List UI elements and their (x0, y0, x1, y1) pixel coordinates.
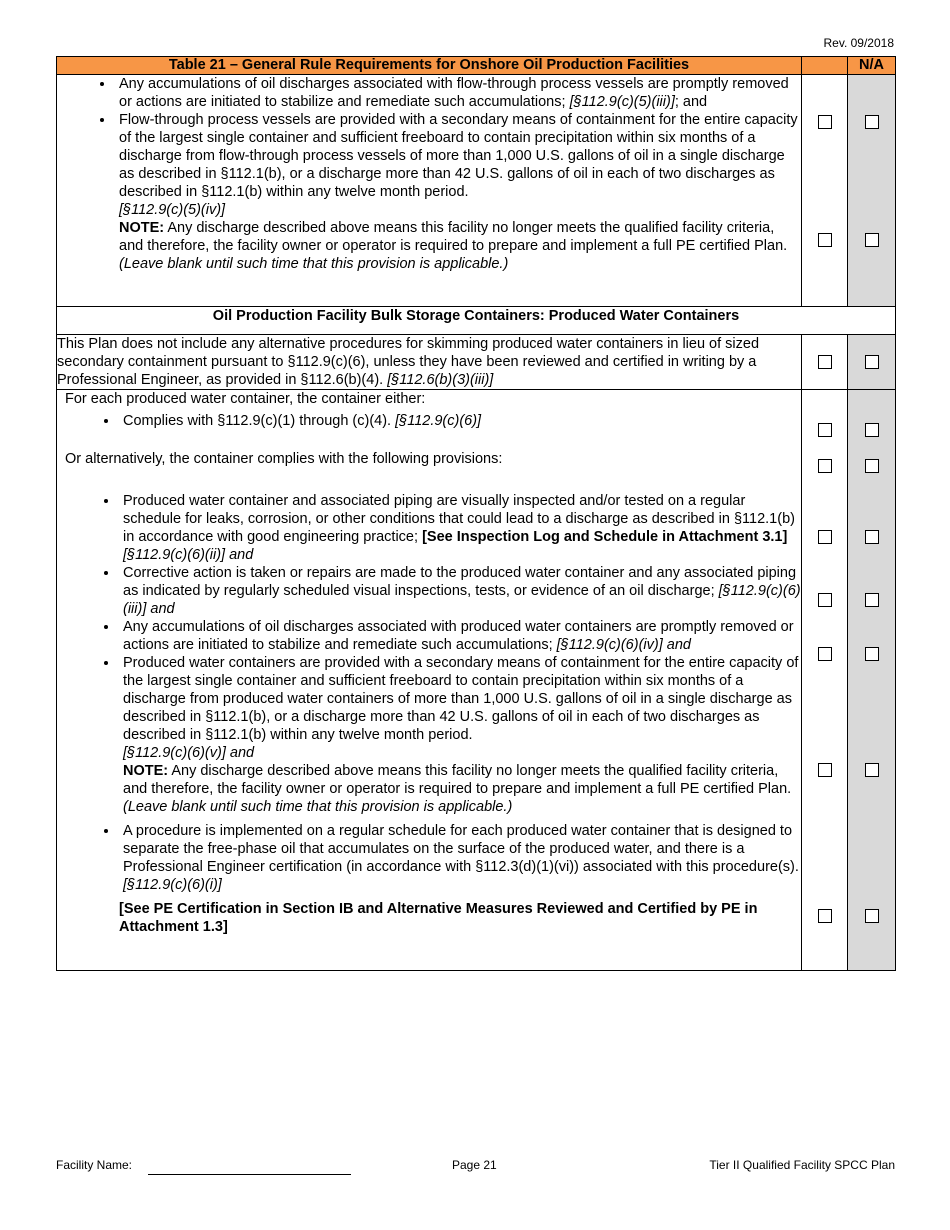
na-checkbox[interactable] (865, 763, 879, 777)
checkbox[interactable] (818, 423, 832, 437)
section-intro: This Plan does not include any alternative procedures for skimming produced water containers in lieu of sized secondary containment pursuant to §112.9(c)(6), unless they have been reviewed and certified in writing by a Professional Engineer, as provided in §112.6(b)(4). [§112.6(b)(3)(iii)] (57, 335, 802, 390)
checkbox[interactable] (818, 459, 832, 473)
table-title: Table 21 – General Rule Requirements for Onshore Oil Production Facilities (57, 57, 802, 75)
list-item: • Corrective action is taken or repairs are made to the produced water container and any associated piping as indicated by regularly scheduled visual inspections, tests, or evidence of an oil discharge; [§112.9(c)(6)(iii)] and (119, 564, 801, 618)
plan-title: Tier II Qualified Facility SPCC Plan (709, 1158, 895, 1172)
checkbox[interactable] (818, 909, 832, 923)
na-column-header: N/A (848, 57, 896, 75)
checkbox[interactable] (818, 233, 832, 247)
section-title: Oil Production Facility Bulk Storage Containers: Produced Water Containers (57, 307, 896, 335)
checkbox[interactable] (818, 593, 832, 607)
checkbox[interactable] (818, 763, 832, 777)
na-checkbox[interactable] (865, 647, 879, 661)
list-item: • Produced water containers are provided with a secondary means of containment for the entire capacity of the largest single container and sufficient freeboard to contain precipitation within six months of a discharge from produced water containers of more than 1,000 U.S. gallons of oil in a single discharge as described in §112.1(b), or a discharge more than 42 U.S. gallons of oil in each of two discharges as described in §112.1(b) within any twelve month period. [§112.9(c)(6)(v)] and NOTE: Any discharge described above means this facility no longer meets the qualified facility criteria, and therefore, the facility owner or operator is required to prepare and implement a full PE certified Plan. (Leave blank until such time that this provision is applicable.) (119, 654, 801, 816)
na-checkbox[interactable] (865, 423, 879, 437)
na-checkbox[interactable] (865, 530, 879, 544)
na-checkbox[interactable] (865, 233, 879, 247)
checkbox[interactable] (818, 647, 832, 661)
either-text: For each produced water container, the container either: (65, 391, 426, 407)
page-number: Page 21 (452, 1158, 497, 1172)
revision-label: Rev. 09/2018 (823, 36, 894, 50)
checkbox[interactable] (818, 115, 832, 129)
list-item: • Produced water container and associated piping are visually inspected and/or tested on a regular schedule for leaks, corrosion, or other conditions that could lead to a discharge as described in §112.1(b) in accordance with good engineering practice; [See Inspection Log and Schedule in Attachment 3.1] [§112.9(c)(6)(ii)] and (119, 492, 801, 564)
list-item: • A procedure is implemented on a regular schedule for each produced water container that is designed to separate the free-phase oil that accumulates on the surface of the produced water, and there is a Professional Engineer certification (in accordance with §112.3(d)(1)(vi)) associated with this procedure(s). [§112.9(c)(6)(i)] [See PE Certification in Section IB and Alternative Measures Reviewed and Certified by PE in Attachment 1.3] (119, 822, 801, 936)
list-item: • Any accumulations of oil discharges associated with produced water containers are promptly removed or actions are initiated to stabilize and remediate such accumulations; [§112.9(c)(6)(iv)] and (119, 618, 801, 654)
facility-name-label: Facility Name: (56, 1158, 133, 1172)
requirements-table (56, 56, 896, 971)
list-item: • Flow-through process vessels are provided with a secondary means of containment for the entire capacity of the largest single container and sufficient freeboard to contain precipitation within six months of a discharge from flow-through process vessels of more than 1,000 U.S. gallons of oil in a single discharge as described in §112.1(b), or a discharge more than 42 U.S. gallons of oil in each of two discharges as described in §112.1(b) within any twelve month period. [§112.9(c)(5)(iv)] NOTE: Any discharge described above means this facility no longer meets the qualified facility criteria, and therefore, the facility owner or operator is required to prepare and implement a full PE certified Plan. (Leave blank until such time that this provision is applicable.) (115, 111, 801, 273)
na-checkbox[interactable] (865, 593, 879, 607)
list-item: • Complies with §112.9(c)(1) through (c)(4). [§112.9(c)(6)] (119, 412, 801, 430)
alternative-text: Or alternatively, the container complies with the following provisions: (65, 451, 503, 467)
na-checkbox[interactable] (865, 355, 879, 369)
na-checkbox[interactable] (865, 459, 879, 473)
facility-name-field[interactable] (148, 1174, 351, 1175)
na-checkbox[interactable] (865, 115, 879, 129)
na-checkbox[interactable] (865, 909, 879, 923)
checkbox[interactable] (818, 355, 832, 369)
list-item: • Any accumulations of oil discharges associated with flow-through process vessels are promptly removed or actions are initiated to stabilize and remediate such accumulations; [§112.9(c)(5)(iii)]; and (115, 75, 801, 111)
checkbox[interactable] (818, 530, 832, 544)
